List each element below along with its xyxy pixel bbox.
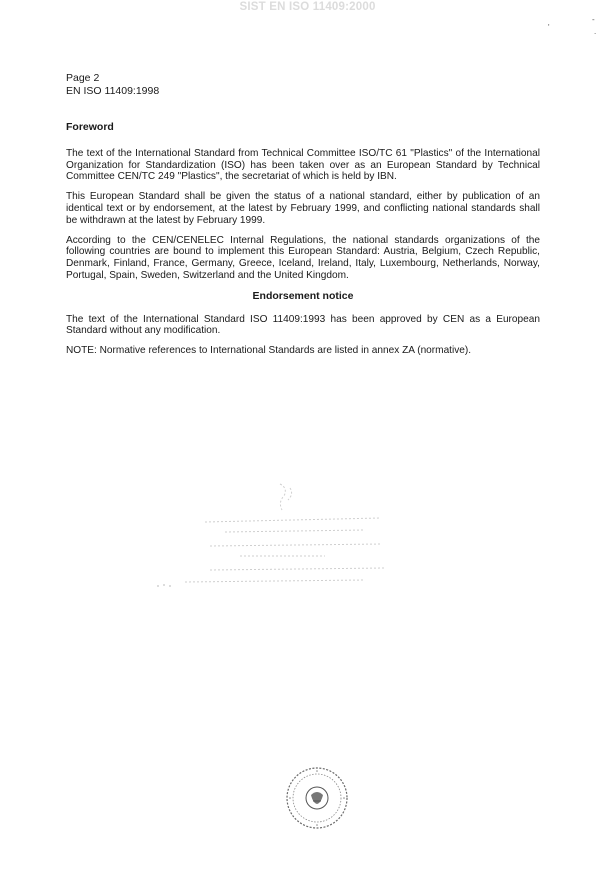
normative-note: NOTE: Normative references to International Standards are listed in annex ZA (normative).: [66, 345, 472, 357]
scan-speck: -: [592, 15, 595, 24]
watermark: SIST EN ISO 11409:2000: [239, 1, 376, 13]
faded-stamp: [150, 478, 400, 588]
page-header: [66, 72, 159, 98]
endorsement-text: The text of the International Standard ISO 11409:1993 has been approved by CEN as a European Standard without any modification.: [66, 313, 540, 337]
foreword-paragraph-1: The text of the International Standard from Technical Committee ISO/TC 61 "Plastics" of the International Organization for Standardization (ISO) has been taken over as an European Standard by Technical Committee CEN/TC 249 "Plastics", the secretariat of which is held by IBN.: [66, 147, 540, 183]
endorsement-heading: Endorsement notice: [252, 289, 354, 302]
foreword-paragraph-2: This European Standard shall be given the status of a national standard, either by publication of an identical text or by endorsement, at the latest by February 1999, and conflicting national standards shall be withdrawn at the latest by February 1999.: [66, 191, 540, 226]
page-number: Page 2: [66, 72, 100, 84]
document-id: EN ISO 11409:1998: [66, 85, 160, 97]
document-body: [66, 122, 540, 365]
foreword-paragraph-3: According to the CEN/CENELEC Internal Regulations, the national standards organizations of the following countries are bound to implement this European Standard: Austria, Belgium, Czech Republic, Denmark, Finland, France, Germany, Greece, Iceland, Ireland, Italy, Luxembourg, Netherlands, Norway, Portugal, Spain, Sweden, Switzerland and the United Kingdom.: [66, 234, 540, 281]
foreword-heading: Foreword: [66, 121, 114, 133]
scan-speck: ': [548, 23, 550, 32]
official-seal: [284, 765, 350, 831]
scan-speck: .: [594, 27, 597, 36]
